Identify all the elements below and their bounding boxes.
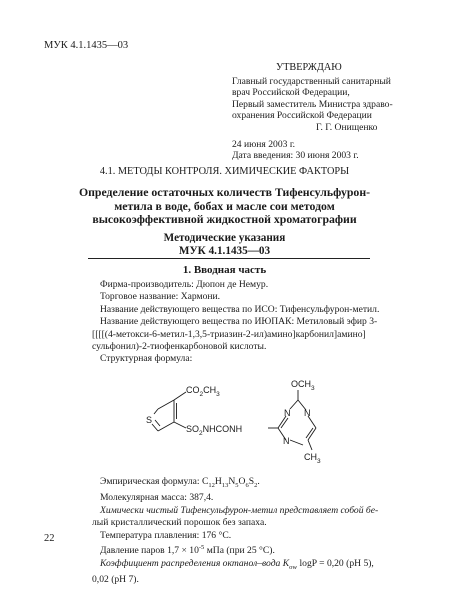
molar-mass-line: Молекулярная масса: 387,4.	[100, 492, 214, 504]
approval-line: охранения Российской Федерации	[232, 110, 372, 122]
manufacturer-line: Фирма-производитель: Дюпон де Немур.	[100, 279, 269, 290]
ester-text: CO	[186, 385, 200, 395]
formula-element: O	[238, 476, 246, 487]
approval-line: врач Российской Федерации,	[232, 87, 350, 99]
structural-formula-label: Структурная формула:	[100, 353, 193, 365]
partition-coefficient-line	[100, 558, 378, 574]
iupac-name-line: Название действующего вещества по ИЮПАК: Метиловый эфир 3-	[100, 316, 378, 328]
ester-tail-subscript: 3	[216, 391, 220, 398]
sulfonyl-linker	[186, 424, 242, 437]
formula-element: N	[228, 476, 236, 487]
page-number: 22	[44, 533, 55, 544]
subtitle-line: Методические указания	[163, 232, 286, 244]
ester-subscript: 2	[199, 391, 204, 398]
linker-tail: NHCONH	[202, 424, 243, 434]
methyl-group	[304, 452, 321, 465]
vapor-pressure-label: Давление паров 1,7 × 10	[100, 545, 199, 557]
vapor-pressure-exponent: -5	[198, 543, 205, 551]
vapor-pressure-unit: мПа (при 25 °C).	[204, 545, 275, 557]
approval-line: Главный государственный санитарный	[232, 75, 391, 87]
description-line: Химически чистый Тифенсульфурон-метил представляет собой бе-	[100, 504, 379, 516]
formula-count: 6	[245, 481, 249, 489]
properties-text	[92, 476, 379, 586]
iupac-name-line: сульфонил)-2-тиофенкарбоновой кислоты.	[92, 341, 267, 353]
approval-date: 24 июня 2003 г.	[232, 138, 296, 150]
melting-point-line: Температура плавления: 176 °C.	[100, 529, 232, 541]
formula-count: 2	[254, 481, 258, 489]
formula-end: .	[257, 476, 260, 487]
partition-coefficient-line: 0,02 (pH 7).	[92, 573, 139, 585]
title-line: метила в воде, бобах и масле сои методом	[114, 198, 335, 213]
subtitle-line: МУК 4.1.1435—03	[178, 244, 271, 257]
document-title	[0, 186, 449, 227]
formula-count: 12	[208, 481, 215, 489]
vapor-pressure-line	[100, 542, 378, 558]
thiophene-ring	[152, 392, 186, 431]
iupac-name-line: [[[[(4-метокси-6-метил-1,3,5-триазин-2-ил)амино]карбонил]амино]	[92, 328, 366, 340]
approval-heading: УТВЕРЖДАЮ	[276, 62, 342, 73]
methyl-text: CH	[304, 452, 317, 462]
approval-line: Первый заместитель Министра здраво-	[232, 98, 393, 110]
methoxy-text: OCH	[291, 379, 311, 389]
methoxy-subscript: 3	[311, 385, 315, 392]
document-code: МУК 4.1.1435—03	[44, 40, 129, 51]
title-line: Определение остаточных количеств Тифенсульфурон-	[78, 185, 371, 199]
ring-atom-s: S	[146, 415, 153, 425]
triazine-ring	[268, 390, 316, 450]
approval-signature: Г. Г. Онищенко	[316, 121, 378, 133]
triazine-n2: N	[304, 408, 311, 418]
partition-coefficient-subscript: ow	[289, 563, 298, 571]
methoxy-group	[291, 379, 315, 392]
divider	[88, 258, 370, 259]
formula-count: 13	[221, 481, 229, 489]
formula-element: C	[202, 476, 209, 487]
structural-formula	[140, 376, 330, 468]
formula-element: H	[214, 476, 222, 487]
triazine-n3: N	[283, 436, 290, 446]
iso-name-line: Название действующего вещества по ИСО: Тифенсульфурон-метил.	[100, 303, 380, 315]
linker-text: SO	[186, 424, 200, 434]
ester-tail: CH	[203, 385, 217, 395]
ester-group	[186, 385, 220, 398]
title-line: высокоэффективной жидкостной хроматографии	[92, 212, 357, 227]
approval-block	[232, 62, 393, 162]
description-line: лый кристаллический порошок без запаха.	[92, 517, 267, 529]
linker-subscript: 2	[199, 430, 203, 437]
trade-name-line: Торговое название: Хармони.	[100, 291, 221, 303]
section-label: 4.1. МЕТОДЫ КОНТРОЛЯ. ХИМИЧЕСКИЕ ФАКТОРЫ	[99, 166, 350, 177]
empirical-formula-line	[100, 476, 378, 492]
formula-element: S	[248, 476, 255, 487]
introduction-date: Дата введения: 30 июня 2003 г.	[232, 150, 359, 162]
intro-text	[92, 279, 380, 366]
document-subtitle	[0, 232, 449, 258]
formula-count: 5	[235, 481, 239, 489]
section-heading: 1. Вводная часть	[182, 264, 267, 276]
partition-coefficient-label: Коэффициент распределения октанол–вода K	[100, 557, 290, 569]
partition-coefficient-value: logP = 0,20 (pH 5),	[297, 557, 374, 569]
triazine-n1: N	[284, 408, 291, 418]
methyl-subscript: 3	[317, 458, 321, 465]
empirical-formula-label: Эмпирическая формула:	[100, 476, 202, 487]
